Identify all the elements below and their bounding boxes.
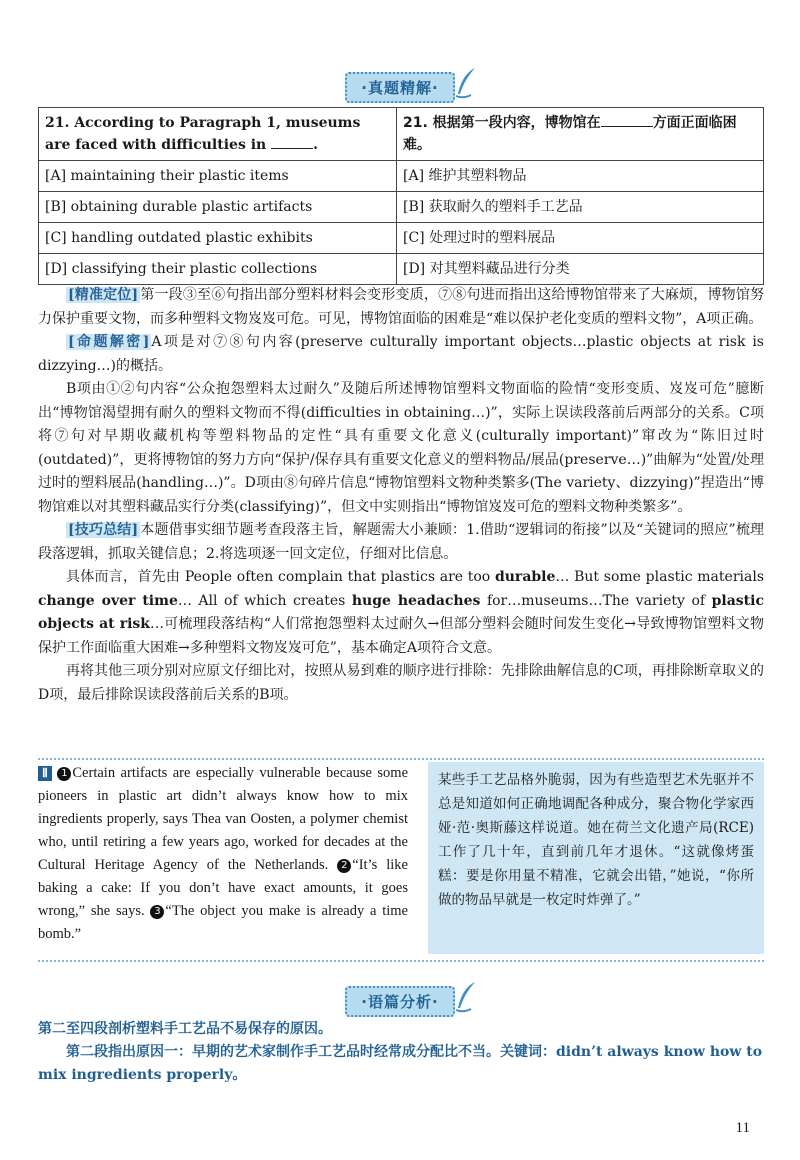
sentence-number: 1 xyxy=(57,767,71,781)
badge-label: ·真题精解· xyxy=(361,79,439,97)
option-row xyxy=(39,161,764,192)
divider xyxy=(38,960,764,962)
analysis-paragraph: 再将其他三项分别对应原文仔细比对，按照从易到难的顺序进行排除：先排除曲解信息的C项，再排除断章取义的D项，最后排除误读段落前后关系的B项。 xyxy=(38,663,764,703)
quill-icon xyxy=(453,980,479,1014)
discourse-line: 第二至四段剖析塑料手工艺品不易保存的原因。 xyxy=(38,1021,332,1037)
discourse-line: 第二段指出原因一：早期的艺术家制作手工艺品时经常成分配比不当。关键词：didn’t always know how to mix ingredients properly。 xyxy=(38,1044,763,1083)
passage-paragraph: Ⅱ 1 Certain artifacts are especially vulnerable because some pioneers in plastic art didn’t always know how to mix ingredients properly, says Thea van Oosten, a polymer chemist who, until retiring a few years ago, worked for decades at the Cultural Heritage Agency of the Netherlands. 2 “It’s like baking a cake: If you don’t have exact amounts, it goes wrong,” she says. 3 “The object you make is already a time bomb.” xyxy=(38,765,409,942)
divider xyxy=(38,758,764,760)
paragraph-marker: Ⅱ xyxy=(38,766,52,781)
tag-technique-summary: [技巧总结] xyxy=(68,522,139,538)
option-row xyxy=(39,223,764,254)
analysis-paragraph: [命题解密] A项是对⑦⑧句内容(preserve culturally important objects…plastic objects at risk is dizzying…)的概括。 xyxy=(38,334,764,374)
sentence-number: 3 xyxy=(150,905,164,919)
analysis-paragraph: [技巧总结] 本题借事实细节题考查段落主旨，解题需大小兼顾：1.借助“逻辑词的衔接”以及“关键词的照应”梳理段落逻辑，抓取关键信息；2.将选项逐一回文定位，仔细对比信息。 xyxy=(38,522,764,562)
option-a-cn: [A] 维护其塑料物品 xyxy=(397,161,764,192)
analysis-section xyxy=(38,284,764,707)
question-stem-en: 21. According to Paragraph 1, museums are faced with difficulties in . xyxy=(39,108,397,161)
option-row xyxy=(39,192,764,223)
option-d-cn: [D] 对其塑料藏品进行分类 xyxy=(397,254,764,285)
option-c-cn: [C] 处理过时的塑料展品 xyxy=(397,223,764,254)
option-row xyxy=(39,254,764,285)
badge-label: ·语篇分析· xyxy=(361,993,439,1011)
option-a-en: [A] maintaining their plastic items xyxy=(39,161,397,192)
option-c-en: [C] handling outdated plastic exhibits xyxy=(39,223,397,254)
tag-decoding: [命题解密] xyxy=(68,334,150,350)
analysis-paragraph: B项由①②句内容“公众抱怨塑料太过耐久”及随后所述博物馆塑料文物面临的险情“变形变质、岌岌可危”臆断出“博物馆渴望拥有耐久的塑料文物而不得(difficulties in obtaining…)”，实际上误读段落前后两部分的关系。C项将⑦句对早期收藏机构等塑料物品的定性“具有重要文化意义(culturally important)”窜改为“陈旧过时(outdated)”，更将博物馆的努力方向“保护/保存具有重要文化意义的塑料物品/展品(preserve…)”曲解为“处置/处理过时的塑料展品(handling…)”。D项由⑧句碎片信息“博物馆塑料文物种类繁多(The variety、dizzying)”捏造出“博物馆难以对其塑料藏品实行分类(classifying)”，但文中实则指出“博物馆岌岌可危的塑料文物种类繁多”。 xyxy=(38,381,764,515)
option-b-cn: [B] 获取耐久的塑料手工艺品 xyxy=(397,192,764,223)
analysis-paragraph: 具体而言，首先由 People often complain that plastics are too durable… But some plastic materials change over time… All of which creates huge headaches for…museums…The variety of plastic objects at risk…可梳理段落结构“人们常抱怨塑料太过耐久→但部分塑料会随时间发生变化→导致博物馆塑料文物保护工作面临重大困难→多种塑料文物岌岌可危”，基本确定A项符合文意。 xyxy=(38,569,764,656)
analysis-paragraph: [精准定位] 第一段③至⑥句指出部分塑料材料会变形变质，⑦⑧句进而指出这给博物馆带来了大麻烦，博物馆努力保护重要文物，而多种塑料文物岌岌可危。可见，博物馆面临的困难是“难以保护老化变质的塑料文物”，A项正确。 xyxy=(38,287,764,327)
answer-blank xyxy=(601,126,653,127)
question-stem-cn: 21. 根据第一段内容，博物馆在 方面正面临困难。 xyxy=(397,108,764,161)
section-header-discourse xyxy=(0,986,800,1017)
option-d-en: [D] classifying their plastic collections xyxy=(39,254,397,285)
option-b-en: [B] obtaining durable plastic artifacts xyxy=(39,192,397,223)
sentence-number: 2 xyxy=(337,859,351,873)
section-header-exam-analysis xyxy=(0,72,800,103)
quill-icon xyxy=(453,66,479,100)
section-badge xyxy=(345,986,454,1017)
translation-box: 某些手工艺品格外脆弱，因为有些造型艺术先驱并不总是知道如何正确地调配各种成分，聚合物化学家西娅·范·奥斯藤这样说道。她在荷兰文化遗产局(RCE)工作了几十年，直到前几年才退休。“这就像烤蛋糕：要是你用量不精准，它就会出错，”她说，“你所做的物品早就是一枚定时炸弹了。” xyxy=(428,762,764,954)
answer-blank xyxy=(271,148,313,149)
question-stem-row xyxy=(39,108,764,161)
page-number: 11 xyxy=(735,1120,750,1136)
section-badge xyxy=(345,72,454,103)
question-table xyxy=(38,107,764,285)
tag-precise-location: [精准定位] xyxy=(68,287,139,303)
